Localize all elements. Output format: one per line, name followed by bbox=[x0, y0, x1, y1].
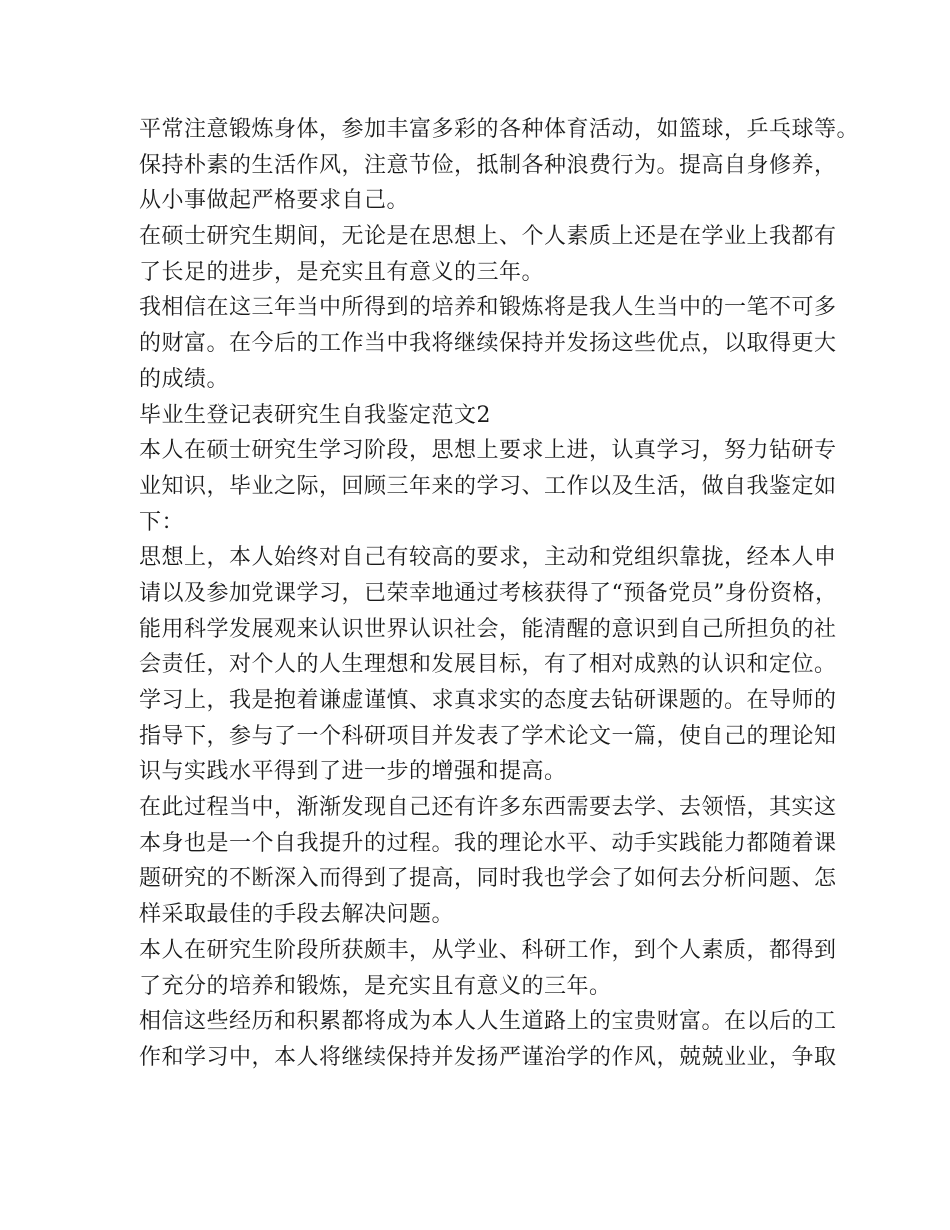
text-line: 了充分的培养和锻炼，是充实且有意义的三年。 bbox=[139, 973, 612, 999]
text-line: 了长足的进步，是充实且有意义的三年。 bbox=[139, 259, 545, 285]
text-line: 思想上，本人始终对自己有较高的要求，主动和党组织靠拢，经本人申 bbox=[139, 545, 837, 571]
text-line: 从小事做起严格要求自己。 bbox=[139, 188, 410, 214]
text-line: 请以及参加党课学习，已荣幸地通过考核获得了“预备党员”身份资格， bbox=[139, 580, 838, 606]
text-line: 样采取最佳的手段去解决问题。 bbox=[139, 902, 455, 928]
text-line: 作和学习中，本人将继续保持并发扬严谨治学的作风，兢兢业业，争取 bbox=[139, 1044, 837, 1070]
text-line: 本身也是一个自我提升的过程。我的理论水平、动手实践能力都随着课 bbox=[139, 830, 837, 856]
text-line: 会责任，对个人的人生理想和发展目标，有了相对成熟的认识和定位。 bbox=[139, 652, 837, 678]
text-line: 本人在研究生阶段所获颇丰，从学业、科研工作，到个人素质，都得到 bbox=[139, 937, 837, 963]
text-line: 在此过程当中，渐渐发现自己还有许多东西需要去学、去领悟，其实这 bbox=[139, 795, 837, 821]
text-line: 的财富。在今后的工作当中我将继续保持并发扬这些优点，以取得更大 bbox=[139, 331, 837, 357]
section-heading: 毕业生登记表研究生自我鉴定范文2 bbox=[139, 402, 491, 428]
text-line: 在硕士研究生期间，无论是在思想上、个人素质上还是在学业上我都有 bbox=[139, 224, 837, 250]
text-line: 能用科学发展观来认识世界认识社会，能清醒的意识到自己所担负的社 bbox=[139, 616, 837, 642]
text-line: 业知识，毕业之际，回顾三年来的学习、工作以及生活，做自我鉴定如 bbox=[139, 473, 837, 499]
text-line: 平常注意锻炼身体，参加丰富多彩的各种体育活动，如篮球，乒乓球等。 bbox=[139, 117, 860, 142]
text-line: 本人在硕士研究生学习阶段，思想上要求上进，认真学习，努力钻研专 bbox=[139, 438, 837, 464]
document-body bbox=[139, 112, 860, 1076]
text-line: 题研究的不断深入而得到了提高，同时我也学会了如何去分析问题、怎 bbox=[139, 866, 837, 892]
text-line: 相信这些经历和积累都将成为本人人生道路上的宝贵财富。在以后的工 bbox=[139, 1009, 837, 1035]
text-line: 学习上，我是抱着谦虚谨慎、求真求实的态度去钻研课题的。在导师的 bbox=[139, 688, 837, 713]
text-line: 保持朴素的生活作风，注意节俭，抵制各种浪费行为。提高自身修养， bbox=[139, 152, 837, 178]
text-line: 识与实践水平得到了进一步的增强和提高。 bbox=[139, 759, 567, 785]
text-line: 的成绩。 bbox=[139, 366, 230, 392]
text-line: 下： bbox=[139, 509, 185, 535]
text-line: 指导下，参与了一个科研项目并发表了学术论文一篇，使自己的理论知 bbox=[139, 723, 837, 749]
text-line: 我相信在这三年当中所得到的培养和锻炼将是我人生当中的一笔不可多 bbox=[139, 295, 837, 321]
